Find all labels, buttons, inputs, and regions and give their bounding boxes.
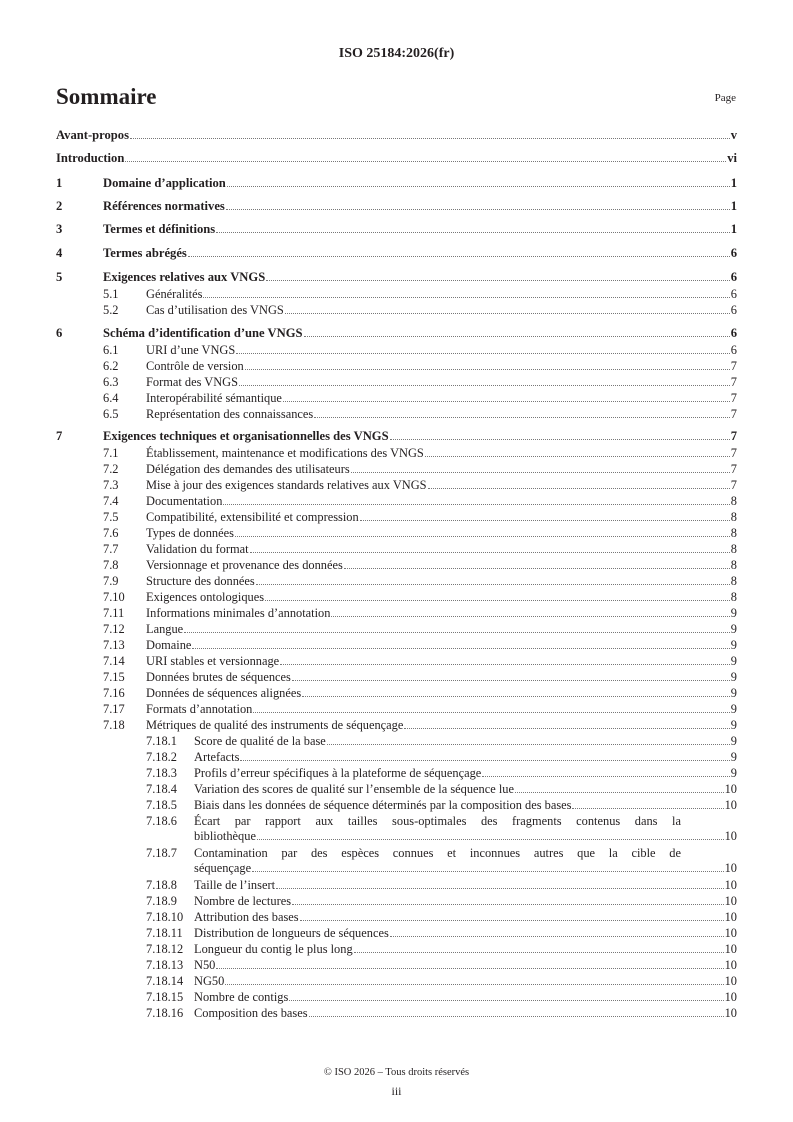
dot-leader — [239, 385, 730, 386]
toc-entry-page: 9 — [730, 638, 737, 652]
toc-entry-number: 6.2 — [103, 359, 119, 373]
toc-entry-title: Domaine — [146, 638, 192, 652]
toc-entry-number: 6.5 — [103, 407, 119, 421]
toc-entry[interactable] — [56, 287, 737, 302]
dot-leader — [257, 839, 724, 840]
toc-entry-page: 10 — [724, 861, 737, 875]
toc-entry-number: 7.12 — [103, 622, 125, 636]
toc-entry-page: 6 — [730, 270, 737, 284]
toc-entry-title: Biais dans les données de séquence déterminés par la composition des bases — [194, 798, 572, 812]
toc-entry-number: 7.18.5 — [146, 798, 177, 812]
dot-leader — [428, 488, 730, 489]
toc-entry-title: Versionnage et provenance des données — [146, 558, 343, 572]
toc-entry-number: 7.6 — [103, 526, 119, 540]
toc-entry-number: 6 — [56, 326, 63, 340]
dot-leader — [354, 952, 724, 953]
toc-entry-number: 7.7 — [103, 542, 119, 556]
dot-leader — [216, 968, 723, 969]
toc-entry-number: 7.9 — [103, 574, 119, 588]
toc-entry[interactable] — [56, 151, 737, 166]
toc-entry[interactable] — [56, 670, 737, 685]
toc-entry-title: Informations minimales d’annotation — [146, 606, 331, 620]
toc-entry[interactable] — [56, 343, 737, 358]
dot-leader — [515, 792, 724, 793]
toc-entry-page: 9 — [730, 750, 737, 764]
toc-entry-title: Types de données — [146, 526, 234, 540]
toc-entry-page: 10 — [724, 942, 737, 956]
toc-entry-number: 7.1 — [103, 446, 119, 460]
toc-entry-page: 10 — [724, 910, 737, 924]
toc-entry-title: Taille de l’insert — [194, 878, 276, 892]
toc-entry-title: URI stables et versionnage — [146, 654, 280, 668]
dot-leader — [404, 728, 729, 729]
toc-entry-page: 10 — [724, 798, 737, 812]
dot-leader — [285, 313, 730, 314]
toc-entry-title: Artefacts — [194, 750, 240, 764]
dot-leader — [360, 520, 730, 521]
toc-entry-title-line1: Écart par rapport aux tailles sous-optimales des fragments contenus dans la — [194, 814, 681, 828]
toc-entry-page: 7 — [730, 375, 737, 389]
toc-entry[interactable] — [56, 246, 737, 261]
toc-entry-number: 7.11 — [103, 606, 125, 620]
toc-entry-number: 7.18.11 — [146, 926, 183, 940]
copyright-footer: © ISO 2026 – Tous droits réservés — [323, 1067, 470, 1078]
toc-entry-title: Composition des bases — [194, 1006, 308, 1020]
toc-entry-number: 7.18.12 — [146, 942, 184, 956]
toc-entry-number: 7.18.2 — [146, 750, 177, 764]
dot-leader — [253, 712, 729, 713]
toc-entry[interactable] — [56, 526, 737, 541]
toc-entry-page: 8 — [730, 510, 737, 524]
toc-entry-title: Exigences relatives aux VNGS — [103, 270, 266, 284]
toc-entry-page: 1 — [730, 222, 737, 236]
dot-leader — [226, 209, 730, 210]
toc-entry-page: 7 — [730, 478, 737, 492]
toc-entry-page: 7 — [730, 391, 737, 405]
toc-entry[interactable] — [56, 494, 737, 509]
toc-entry-number: 7.18.8 — [146, 878, 177, 892]
toc-entry-title: Profils d’erreur spécifiques à la plateforme de séquençage — [194, 766, 482, 780]
toc-entry-title: Distribution de longueurs de séquences — [194, 926, 389, 940]
toc-entry-page: vi — [727, 151, 737, 165]
toc-entry-page: 9 — [730, 654, 737, 668]
toc-entry-page: 8 — [730, 526, 737, 540]
dot-leader — [314, 417, 730, 418]
toc-entry[interactable] — [56, 958, 737, 973]
toc-entry-page: 10 — [724, 926, 737, 940]
toc-entry[interactable] — [56, 798, 737, 813]
toc-entry-title: Mise à jour des exigences standards relatives aux VNGS — [146, 478, 427, 492]
toc-entry-number: 2 — [56, 199, 63, 213]
toc-entry[interactable] — [56, 734, 737, 749]
toc-entry-page: 1 — [730, 176, 737, 190]
toc-entry-page: 7 — [730, 462, 737, 476]
toc-entry[interactable] — [56, 878, 737, 893]
toc-entry[interactable] — [56, 910, 737, 925]
dot-leader — [390, 439, 730, 440]
toc-entry[interactable] — [56, 542, 737, 557]
toc-entry[interactable] — [56, 391, 737, 406]
toc-entry[interactable] — [56, 606, 737, 621]
toc-entry-page: 10 — [724, 782, 737, 796]
toc-entry-number: 7.8 — [103, 558, 119, 572]
toc-entry[interactable] — [56, 462, 737, 477]
toc-entry-title: Formats d’annotation — [146, 702, 253, 716]
toc-entry[interactable] — [56, 926, 737, 941]
toc-entry[interactable] — [56, 478, 737, 493]
toc-entry-title: URI d’une VNGS — [146, 343, 236, 357]
toc-entry-title: Délégation des demandes des utilisateurs — [146, 462, 350, 476]
toc-entry-page: 8 — [730, 590, 737, 604]
dot-leader — [280, 664, 730, 665]
toc-entry-title: Nombre de contigs — [194, 990, 289, 1004]
toc-entry[interactable] — [56, 375, 737, 390]
toc-entry-number: 4 — [56, 246, 63, 260]
toc-entry-page: 6 — [730, 287, 737, 301]
dot-leader — [327, 744, 730, 745]
dot-leader — [225, 984, 723, 985]
dot-leader — [425, 456, 730, 457]
toc-entry-page: 7 — [730, 446, 737, 460]
toc-entry-title: Interopérabilité sémantique — [146, 391, 282, 405]
dot-leader — [482, 776, 730, 777]
toc-entry[interactable] — [56, 446, 737, 461]
toc-entry-title: Schéma d’identification d’une VNGS — [103, 326, 303, 340]
toc-entry[interactable] — [56, 407, 737, 422]
toc-entry-title: Exigences techniques et organisationnelles des VNGS — [103, 429, 389, 443]
dot-leader — [292, 904, 724, 905]
toc-entry[interactable] — [56, 942, 737, 957]
dot-leader — [331, 616, 729, 617]
dot-leader — [245, 369, 730, 370]
toc-entry-page: 9 — [730, 718, 737, 732]
toc-entry-number: 7.13 — [103, 638, 125, 652]
dot-leader — [130, 138, 730, 139]
toc-entry-title-line1: Contamination par des espèces connues et inconnues autres que la cible de — [194, 846, 681, 860]
toc-title: Sommaire — [56, 84, 157, 109]
toc-entry[interactable] — [56, 270, 737, 285]
toc-entry[interactable] — [56, 638, 737, 653]
toc-entry[interactable] — [56, 199, 737, 214]
toc-entry-number: 7.18.14 — [146, 974, 184, 988]
toc-entry[interactable] — [56, 222, 737, 237]
toc-entry[interactable] — [56, 326, 737, 341]
toc-entry-title: Nombre de lectures — [194, 894, 292, 908]
toc-entry-number: 7.18.4 — [146, 782, 177, 796]
toc-entry-page: 10 — [724, 894, 737, 908]
dot-leader — [351, 472, 730, 473]
dot-leader — [266, 280, 730, 281]
toc-entry-title: Attribution des bases — [194, 910, 299, 924]
toc-entry-page: 6 — [730, 343, 737, 357]
toc-entry-title: Termes et définitions — [103, 222, 216, 236]
toc-entry-title: Domaine d’application — [103, 176, 226, 190]
toc-entry[interactable] — [56, 654, 737, 669]
toc-entry[interactable] — [56, 510, 737, 525]
toc-entry[interactable] — [56, 846, 737, 878]
toc-entry-page: 7 — [730, 429, 737, 443]
toc-entry-page: 7 — [730, 407, 737, 421]
toc-entry-number: 7.18.13 — [146, 958, 184, 972]
dot-leader — [309, 1016, 724, 1017]
toc-entry-number: 7.4 — [103, 494, 119, 508]
toc-entry[interactable] — [56, 128, 737, 143]
toc-entry-title-line2: bibliothèque — [194, 829, 256, 843]
dot-leader — [344, 568, 730, 569]
toc-entry[interactable] — [56, 303, 737, 318]
toc-entry-number: 6.3 — [103, 375, 119, 389]
toc-entry-page: 6 — [730, 326, 737, 340]
toc-entry-title: Représentation des connaissances — [146, 407, 314, 421]
toc-entry[interactable] — [56, 894, 737, 909]
toc-entry-page: 6 — [730, 246, 737, 260]
toc-entry-page: 9 — [730, 606, 737, 620]
toc-entry-page: 9 — [730, 622, 737, 636]
toc-entry-page: 10 — [724, 990, 737, 1004]
toc-entry[interactable] — [56, 750, 737, 765]
toc-entry-number: 7.14 — [103, 654, 125, 668]
dot-leader — [302, 696, 730, 697]
toc-entry-title: Généralités — [146, 287, 203, 301]
toc-entry-number: 6.4 — [103, 391, 119, 405]
toc-entry-title: Structure des données — [146, 574, 255, 588]
toc-entry-page: 8 — [730, 542, 737, 556]
dot-leader — [265, 600, 730, 601]
toc-entry[interactable] — [56, 782, 737, 797]
toc-entry-page: 10 — [724, 974, 737, 988]
toc-entry-title: Termes abrégés — [103, 246, 187, 260]
toc-entry[interactable] — [56, 429, 737, 444]
toc-entry-title: Contrôle de version — [146, 359, 244, 373]
toc-entry-title: Langue — [146, 622, 184, 636]
toc-entry-number: 7.18.7 — [146, 846, 177, 860]
toc-entry[interactable] — [56, 176, 737, 191]
toc-entry[interactable] — [56, 990, 737, 1005]
toc-entry-page: 9 — [730, 734, 737, 748]
toc-entry-page: 8 — [730, 494, 737, 508]
toc-entry-title: Variation des scores de qualité sur l’ensemble de la séquence lue — [194, 782, 514, 796]
dot-leader — [289, 1000, 723, 1001]
toc-entry-number: 7.3 — [103, 478, 119, 492]
toc-entry[interactable] — [56, 974, 737, 989]
dot-leader — [283, 401, 730, 402]
toc-entry-page: v — [730, 128, 737, 142]
toc-entry-number: 7.16 — [103, 686, 125, 700]
toc-entry-number: 7.18.15 — [146, 990, 184, 1004]
toc-entry-number: 7.18.16 — [146, 1006, 184, 1020]
toc-entry-page: 8 — [730, 558, 737, 572]
toc-entry-number: 7.15 — [103, 670, 125, 684]
toc-entry-title: Données brutes de séquences — [146, 670, 291, 684]
toc-entry-page: 10 — [724, 829, 737, 843]
toc-entry[interactable] — [56, 622, 737, 637]
toc-entry-number: 7.5 — [103, 510, 119, 524]
toc-entry[interactable] — [56, 814, 737, 846]
toc-entry-page: 10 — [724, 878, 737, 892]
dot-leader — [250, 552, 730, 553]
toc-entry[interactable] — [56, 766, 737, 781]
toc-entry-title: Cas d’utilisation des VNGS — [146, 303, 284, 317]
toc-entry-number: 5.1 — [103, 287, 119, 301]
toc-entry-number: 7.2 — [103, 462, 119, 476]
dot-leader — [223, 504, 729, 505]
toc-entry-title: Introduction — [56, 151, 125, 165]
toc-entry-number: 6.1 — [103, 343, 119, 357]
dot-leader — [276, 888, 724, 889]
toc-entry-title: NG50 — [194, 974, 225, 988]
toc-entry-title: Métriques de qualité des instruments de séquençage — [146, 718, 404, 732]
toc-entry-number: 7.18.3 — [146, 766, 177, 780]
toc-entry-page: 9 — [730, 766, 737, 780]
toc-entry[interactable] — [56, 590, 737, 605]
toc-entry-number: 7 — [56, 429, 63, 443]
toc-entry-number: 7.17 — [103, 702, 125, 716]
toc-entry[interactable] — [56, 574, 737, 589]
dot-leader — [292, 680, 730, 681]
toc-entry-title: Références normatives — [103, 199, 225, 213]
toc-entry-number: 7.18 — [103, 718, 125, 732]
toc-entry-page: 9 — [730, 670, 737, 684]
dot-leader — [184, 632, 730, 633]
dot-leader — [390, 936, 724, 937]
toc-entry-title: Format des VNGS — [146, 375, 239, 389]
toc-entry-page: 8 — [730, 574, 737, 588]
toc-entry-number: 1 — [56, 176, 63, 190]
toc-entry-title: Documentation — [146, 494, 223, 508]
dot-leader — [252, 871, 724, 872]
toc-entry-number: 7.18.1 — [146, 734, 177, 748]
dot-leader — [236, 353, 730, 354]
toc-entry-title: Longueur du contig le plus long — [194, 942, 353, 956]
toc-entry[interactable] — [56, 1006, 737, 1021]
toc-entry-page: 10 — [724, 1006, 737, 1020]
toc-entry-title: Exigences ontologiques — [146, 590, 265, 604]
toc-entry-title: Compatibilité, extensibilité et compression — [146, 510, 359, 524]
toc-entry-number: 7.18.9 — [146, 894, 177, 908]
toc-entry-title-line2: séquençage — [194, 861, 252, 875]
toc-entry-number: 3 — [56, 222, 63, 236]
toc-entry[interactable] — [56, 718, 737, 733]
toc-entry-title: Score de qualité de la base — [194, 734, 326, 748]
toc-entry[interactable] — [56, 686, 737, 701]
toc-entry-title: Données de séquences alignées — [146, 686, 302, 700]
toc-entry[interactable] — [56, 359, 737, 374]
toc-entry-title: N50 — [194, 958, 216, 972]
toc-entry-page: 1 — [730, 199, 737, 213]
toc-entry-title: Validation du format — [146, 542, 249, 556]
dot-leader — [216, 232, 730, 233]
dot-leader — [227, 186, 730, 187]
running-header: ISO 25184:2026(fr) — [338, 46, 455, 61]
toc-entry-page: 6 — [730, 303, 737, 317]
toc-entry-number: 7.18.6 — [146, 814, 177, 828]
toc-entry-number: 5.2 — [103, 303, 119, 317]
dot-leader — [192, 648, 729, 649]
toc-entry[interactable] — [56, 702, 737, 717]
toc-entry-page: 10 — [724, 958, 737, 972]
toc-entry-page: 9 — [730, 686, 737, 700]
toc-entry-page: 9 — [730, 702, 737, 716]
dot-leader — [240, 760, 729, 761]
dot-leader — [203, 297, 729, 298]
toc-entry-number: 7.10 — [103, 590, 125, 604]
dot-leader — [256, 584, 730, 585]
dot-leader — [188, 256, 730, 257]
dot-leader — [304, 336, 730, 337]
dot-leader — [235, 536, 730, 537]
toc-entry-number: 7.18.10 — [146, 910, 184, 924]
page-column-label: Page — [714, 92, 736, 104]
dot-leader — [300, 920, 724, 921]
page-number: iii — [391, 1084, 402, 1098]
toc-entry-number: 5 — [56, 270, 63, 284]
toc-entry-page: 7 — [730, 359, 737, 373]
toc-entry-title: Avant-propos — [56, 128, 130, 142]
toc-entry[interactable] — [56, 558, 737, 573]
dot-leader — [572, 808, 723, 809]
dot-leader — [125, 161, 726, 162]
toc-entry-title: Établissement, maintenance et modifications des VNGS — [146, 446, 424, 460]
